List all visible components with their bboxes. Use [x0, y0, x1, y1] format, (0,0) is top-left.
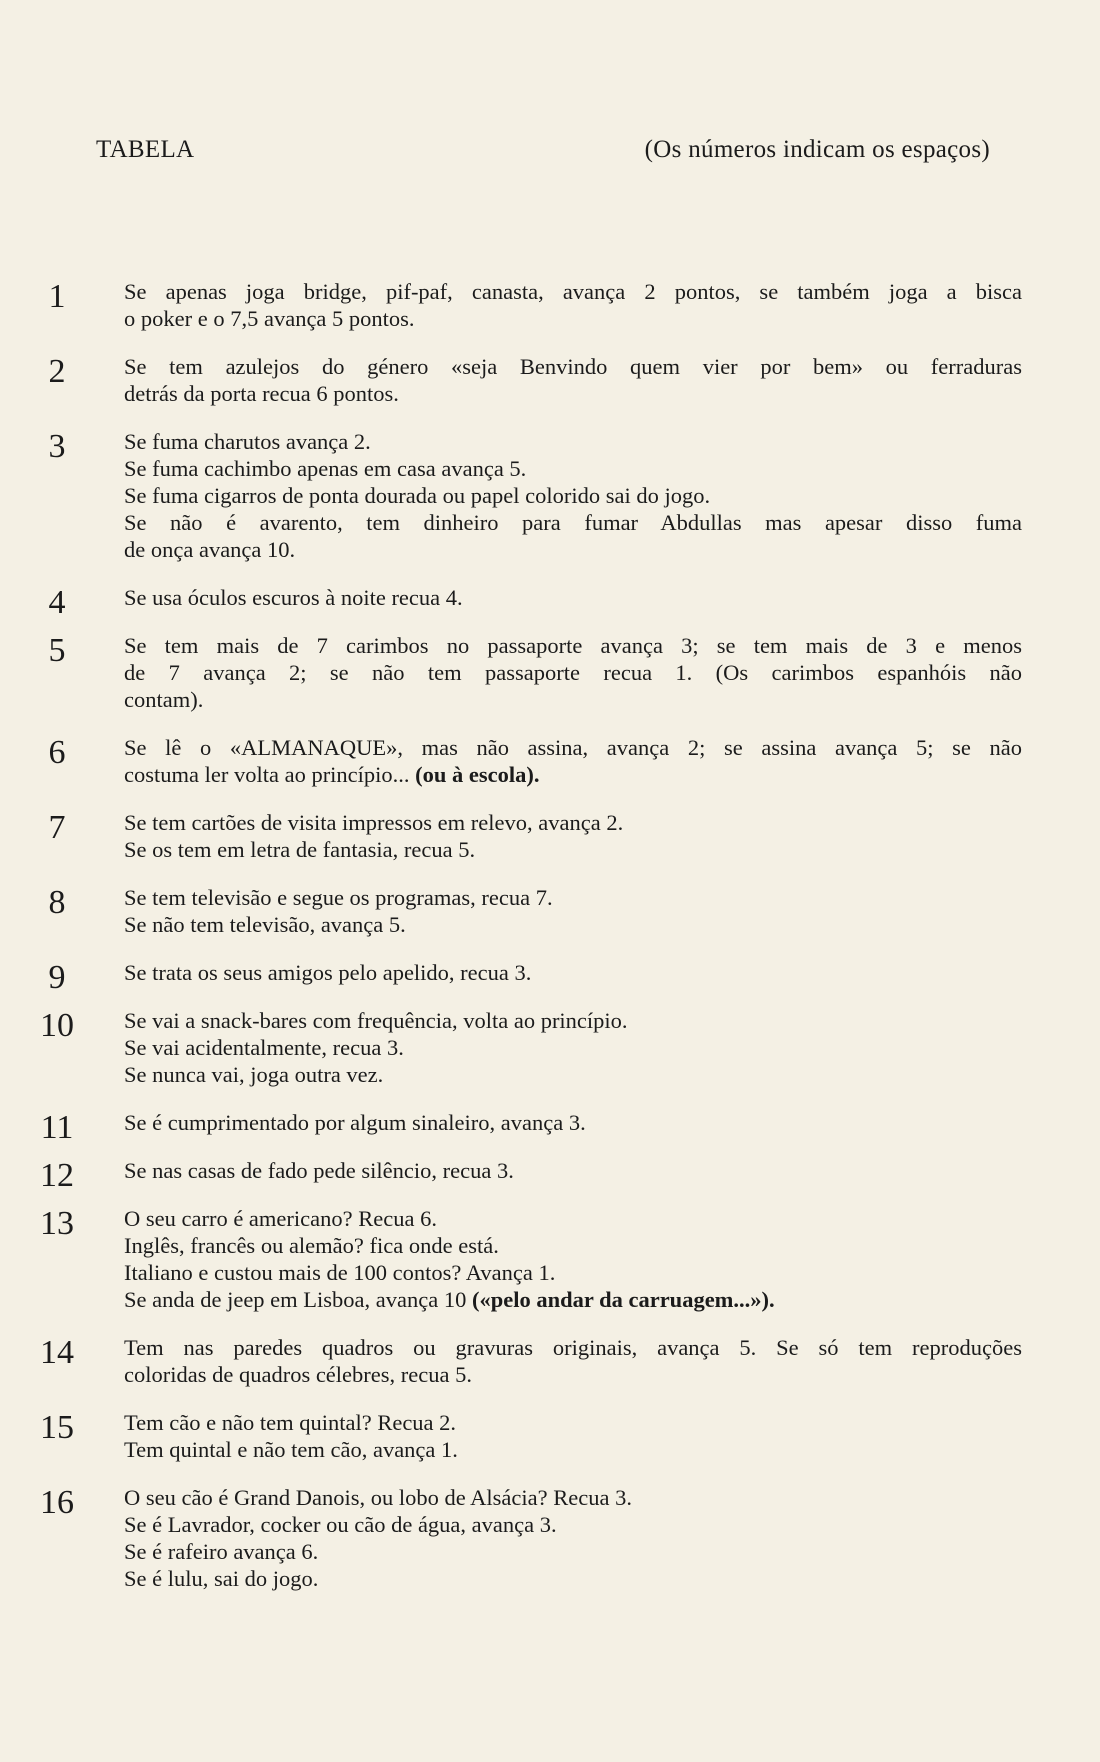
entry-line [124, 1511, 1022, 1538]
entry-line [124, 455, 1022, 482]
entry-line-text: Se é lulu, sai do jogo. [124, 1566, 319, 1591]
entry-line [124, 686, 1022, 713]
entry-line [124, 509, 1022, 536]
entry-line-text: Se não tem televisão, avança 5. [124, 912, 406, 937]
entry-line-text: Italiano e custou mais de 100 contos? Avança 1. [124, 1260, 556, 1285]
entry-line-text: Tem nas paredes quadros ou gravuras originais, avança 5. Se só tem reproduções [124, 1335, 1022, 1360]
list-item [0, 959, 1100, 996]
entry-line [124, 659, 1022, 686]
entry-number: 4 [48, 584, 66, 621]
entry-number: 15 [40, 1409, 74, 1446]
entry-line-text: Se fuma cigarros de ponta dourada ou papel colorido sai do jogo. [124, 483, 711, 508]
entry-line-text: Se fuma charutos avança 2. [124, 429, 371, 454]
entry-line [124, 734, 1022, 761]
entry-line [124, 305, 1022, 332]
entry-line [124, 536, 1022, 563]
entry-line [124, 584, 1022, 611]
entry-line-text: Se não é avarento, tem dinheiro para fumar Abdullas mas apesar disso fuma [124, 510, 1022, 535]
entry-text [124, 809, 1022, 863]
entry-line [124, 884, 1022, 911]
list-item [0, 1157, 1100, 1194]
entry-line [124, 1034, 1022, 1061]
entry-text [124, 1334, 1022, 1388]
entry-line [124, 278, 1022, 305]
entry-number: 6 [48, 734, 66, 771]
entry-line [124, 1565, 1022, 1592]
entry-line [124, 1232, 1022, 1259]
entry-line-text: Se tem cartões de visita impressos em relevo, avança 2. [124, 810, 624, 835]
entry-text [124, 1109, 1022, 1136]
entry-line [124, 761, 1022, 788]
entry-line-text: Se tem azulejos do género «seja Benvindo quem vier por bem» ou ferraduras [124, 354, 1022, 379]
list-item [0, 1334, 1100, 1388]
entry-line [124, 1361, 1022, 1388]
entry-line-text: O seu cão é Grand Danois, ou lobo de Alsácia? Recua 3. [124, 1485, 632, 1510]
entry-line-text: Se é rafeiro avança 6. [124, 1539, 319, 1564]
entry-text [124, 428, 1022, 563]
entry-line [124, 911, 1022, 938]
entry-line-text: Se vai a snack-bares com frequência, volta ao princípio. [124, 1008, 628, 1033]
entry-number: 8 [48, 884, 66, 921]
entry-line [124, 1259, 1022, 1286]
entry-line [124, 380, 1022, 407]
entry-line [124, 1109, 1022, 1136]
entry-text [124, 278, 1022, 332]
entry-line-text: Se vai acidentalmente, recua 3. [124, 1035, 404, 1060]
entry-line-text: Se lê o «ALMANAQUE», mas não assina, avança 2; se assina avança 5; se não [124, 735, 1022, 760]
list-item [0, 353, 1100, 407]
entry-line-text: Tem quintal e não tem cão, avança 1. [124, 1437, 458, 1462]
entry-line-text: costuma ler volta ao princípio... [124, 762, 416, 787]
entry-number: 2 [48, 353, 66, 390]
entry-line [124, 1157, 1022, 1184]
entry-text [124, 1205, 1022, 1313]
entry-line-text: Se tem televisão e segue os programas, recua 7. [124, 885, 553, 910]
entry-line [124, 1205, 1022, 1232]
entry-line-text: de 7 avança 2; se não tem passaporte recua 1. (Os carimbos espanhóis não [124, 660, 1022, 685]
entry-line [124, 632, 1022, 659]
entry-text [124, 1484, 1022, 1592]
entry-line-text: o poker e o 7,5 avança 5 pontos. [124, 306, 415, 331]
list-item [0, 1484, 1100, 1592]
list-item [0, 809, 1100, 863]
entry-number: 9 [48, 959, 66, 996]
list-item [0, 278, 1100, 332]
entry-line-text: coloridas de quadros célebres, recua 5. [124, 1362, 472, 1387]
entries-list [0, 278, 1100, 1613]
entry-text [124, 959, 1022, 986]
entry-line-text: Inglês, francês ou alemão? fica onde está. [124, 1233, 499, 1258]
entry-line [124, 1334, 1022, 1361]
entry-line [124, 482, 1022, 509]
entry-line-text: Se é cumprimentado por algum sinaleiro, avança 3. [124, 1110, 586, 1135]
page-title: TABELA [96, 136, 195, 163]
entry-text [124, 884, 1022, 938]
entry-line-text: Se nas casas de fado pede silêncio, recua 3. [124, 1158, 514, 1183]
entry-text [124, 584, 1022, 611]
entry-line [124, 1007, 1022, 1034]
entry-line [124, 1409, 1022, 1436]
entry-line [124, 1436, 1022, 1463]
list-item [0, 884, 1100, 938]
entry-line-text: Se anda de jeep em Lisboa, avança 10 [124, 1287, 472, 1312]
page-header [96, 136, 990, 170]
entry-line-text: Se tem mais de 7 carimbos no passaporte avança 3; se tem mais de 3 e menos [124, 633, 1022, 658]
entry-text [124, 632, 1022, 713]
entry-line-text: Se os tem em letra de fantasia, recua 5. [124, 837, 476, 862]
entry-line-text: Se trata os seus amigos pelo apelido, recua 3. [124, 960, 532, 985]
entry-text [124, 353, 1022, 407]
entry-number: 7 [48, 809, 66, 846]
entry-line-text: O seu carro é americano? Recua 6. [124, 1206, 437, 1231]
entry-line-text: Se fuma cachimbo apenas em casa avança 5. [124, 456, 527, 481]
entry-number: 3 [48, 428, 66, 465]
list-item [0, 428, 1100, 563]
entry-number: 16 [40, 1484, 74, 1521]
entry-line-text: detrás da porta recua 6 pontos. [124, 381, 399, 406]
entry-text [124, 1157, 1022, 1184]
entry-line-text: Se usa óculos escuros à noite recua 4. [124, 585, 463, 610]
entry-number: 5 [48, 632, 66, 669]
entry-line [124, 1484, 1022, 1511]
entry-number: 10 [40, 1007, 74, 1044]
entry-line [124, 809, 1022, 836]
entry-line-text: contam). [124, 687, 204, 712]
entry-line-emphasis: (ou à escola). [415, 762, 540, 787]
entry-line-text: Se nunca vai, joga outra vez. [124, 1062, 384, 1087]
entry-number: 1 [48, 278, 66, 315]
entry-number: 13 [40, 1205, 74, 1242]
entry-line-text: Se apenas joga bridge, pif-paf, canasta, avança 2 pontos, se também joga a bisca [124, 279, 1022, 304]
list-item [0, 1109, 1100, 1146]
entry-line [124, 428, 1022, 455]
list-item [0, 1205, 1100, 1313]
entry-line [124, 1538, 1022, 1565]
entry-line [124, 959, 1022, 986]
entry-text [124, 734, 1022, 788]
entry-text [124, 1007, 1022, 1088]
entry-line [124, 1061, 1022, 1088]
list-item [0, 1007, 1100, 1088]
entry-line [124, 353, 1022, 380]
entry-number: 12 [40, 1157, 74, 1194]
list-item [0, 584, 1100, 621]
entry-text [124, 1409, 1022, 1463]
list-item [0, 1409, 1100, 1463]
entry-line-text: Se é Lavrador, cocker ou cão de água, avança 3. [124, 1512, 557, 1537]
entry-line-text: Tem cão e não tem quintal? Recua 2. [124, 1410, 457, 1435]
list-item [0, 734, 1100, 788]
entry-line-text: de onça avança 10. [124, 537, 296, 562]
entry-line [124, 836, 1022, 863]
list-item [0, 632, 1100, 713]
entry-number: 11 [40, 1109, 74, 1146]
entry-line-emphasis: («pelo andar da carruagem...»). [471, 1287, 775, 1312]
entry-line [124, 1286, 1022, 1313]
entry-number: 14 [40, 1334, 74, 1371]
header-note: (Os números indicam os espaços) [644, 136, 990, 163]
